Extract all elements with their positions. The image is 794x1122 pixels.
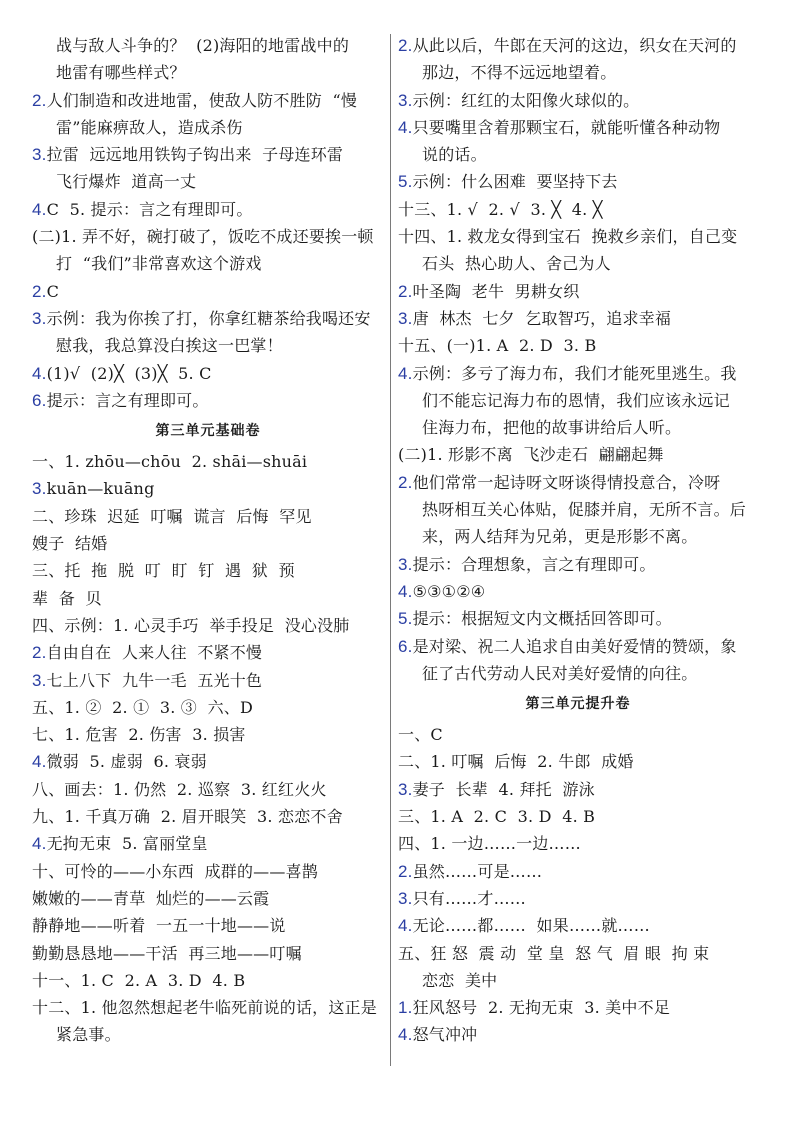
item-number: 4.	[32, 199, 47, 219]
answer-line	[32, 87, 384, 114]
answer-text: 微弱 5. 虚弱 6. 衰弱	[46, 752, 207, 772]
answer-line	[398, 496, 758, 523]
item-number: 3.	[398, 90, 413, 110]
answer-line	[32, 639, 384, 666]
answer-line	[398, 414, 758, 441]
item-number: 5.	[398, 609, 413, 629]
answer-line	[32, 332, 384, 359]
answer-text: 一、C	[398, 725, 443, 745]
item-number: 3.	[398, 308, 413, 328]
answer-line	[32, 967, 384, 994]
item-number: 4.	[398, 363, 413, 383]
answer-text: C	[46, 281, 60, 301]
answer-text: 静静地——听着 一五一十地——说	[32, 916, 286, 936]
item-number: 6.	[398, 636, 413, 656]
item-number: 3.	[32, 145, 47, 165]
answer-text: 提示：根据短文内文概括回答即可。	[412, 609, 672, 629]
answer-line	[398, 196, 758, 223]
item-number: 4.	[32, 834, 47, 854]
answer-text: 五、狂 怒 震 动 堂 皇 怒 气 眉 眼 拘 束	[398, 943, 710, 963]
item-number: 3.	[32, 308, 47, 328]
answer-line	[32, 694, 384, 721]
answer-line	[32, 530, 384, 557]
answer-text: 十、可怜的——小东西 成群的——喜鹊	[32, 861, 318, 881]
answer-text: 一、1. zhōu—chōu 2. shāi—shuāi	[32, 452, 308, 472]
answer-line	[398, 660, 758, 687]
answer-text: 十五、(一)1. A 2. D 3. B	[398, 336, 597, 356]
answer-column-left	[32, 32, 384, 1049]
answer-text: 二、珍珠 迟延 叮嘱 谎言 后悔 罕见	[32, 506, 312, 526]
answer-text: 无论……都…… 如果……就……	[412, 916, 650, 936]
answer-text: 示例：什么困难 要坚持下去	[412, 172, 618, 192]
item-number: 4.	[32, 752, 47, 772]
item-number: 2.	[398, 281, 413, 301]
answer-text: kuān—kuāng	[46, 479, 155, 499]
answer-text: ⑤③①②④	[412, 581, 486, 601]
answer-line	[398, 305, 758, 332]
item-number: 4.	[398, 916, 413, 936]
answer-text: 地雷有哪些样式？	[56, 63, 186, 83]
answer-text: 提示：言之有理即可。	[46, 390, 209, 410]
section-heading: 第三单元基础卷	[155, 423, 261, 440]
answer-text: 勤勤恳恳地——干活 再三地——叮嘱	[32, 943, 302, 963]
answer-text: 嫩嫩的——青草 灿烂的——云霞	[32, 888, 270, 908]
answer-line	[398, 114, 758, 141]
item-number: 1.	[398, 998, 413, 1018]
item-number: 4.	[32, 363, 47, 383]
answer-text: 打 “我们”非常喜欢这个游戏	[56, 254, 262, 274]
answer-line	[32, 940, 384, 967]
answer-text: 七上八下 九牛一毛 五光十色	[46, 670, 263, 690]
item-number: 3.	[398, 779, 413, 799]
answer-line	[398, 912, 758, 939]
answer-line	[32, 387, 384, 414]
answer-line	[32, 278, 384, 305]
answer-line	[398, 994, 758, 1021]
answer-line	[398, 441, 758, 468]
answer-text: 十三、1. √ 2. √ 3. ╳ 4. ╳	[398, 199, 603, 219]
column-divider	[390, 34, 391, 1066]
answer-line	[398, 721, 758, 748]
item-number: 3.	[398, 888, 413, 908]
answer-line	[398, 551, 758, 578]
answer-text: 十四、1. 救龙女得到宝石 挽救乡亲们，自己变	[398, 227, 738, 247]
answer-line	[398, 523, 758, 550]
answer-line	[398, 748, 758, 775]
item-number: 2.	[398, 472, 413, 492]
answer-text: 怒气冲冲	[412, 1025, 478, 1045]
answer-text: 征了古代劳动人民对美好爱情的向往。	[422, 663, 698, 683]
answer-line	[32, 32, 384, 59]
answer-text: 叶圣陶 老牛 男耕女织	[412, 281, 580, 301]
answer-text: 拉雷 远远地用铁钩子钩出来 子母连环雷	[46, 145, 344, 165]
answer-column-right	[398, 32, 758, 1049]
answer-line	[32, 168, 384, 195]
answer-text: 雷”能麻痹敌人，造成杀伤	[56, 117, 243, 137]
answer-text: 是对梁、祝二人追求自由美好爱情的赞颂，象	[412, 636, 737, 656]
answer-text: 热呀相互关心体贴，促膝并肩，无所不言。后	[422, 500, 747, 520]
item-number: 5.	[398, 172, 413, 192]
item-number: 4.	[398, 581, 413, 601]
answer-text: 嫂子 结婚	[32, 534, 108, 554]
answer-line	[398, 967, 758, 994]
answer-text: 无拘无束 5. 富丽堂皇	[46, 834, 208, 854]
answer-text: 七、1. 危害 2. 伤害 3. 损害	[32, 725, 246, 745]
answer-line	[32, 59, 384, 86]
answer-line	[398, 803, 758, 830]
item-number: 2.	[398, 861, 413, 881]
item-number: 2.	[32, 281, 47, 301]
answer-line	[32, 721, 384, 748]
answer-line	[32, 858, 384, 885]
answer-line	[32, 305, 384, 332]
answer-line	[398, 59, 758, 86]
answer-text: 示例：红红的太阳像火球似的。	[412, 90, 640, 110]
answer-line	[398, 940, 758, 967]
answer-text: 只要嘴里含着那颗宝石，就能听懂各种动物	[412, 117, 721, 137]
answer-text: 人们制造和改进地雷，使敌人防不胜防 “慢	[46, 90, 358, 110]
answer-line	[32, 776, 384, 803]
answer-line	[398, 141, 758, 168]
answer-line	[32, 885, 384, 912]
answer-text: 妻子 长辈 4. 拜托 游泳	[412, 779, 595, 799]
item-number: 6.	[32, 390, 47, 410]
answer-text: 三、1. A 2. C 3. D 4. B	[398, 807, 596, 827]
answer-line	[398, 387, 758, 414]
answer-line	[398, 885, 758, 912]
answer-text: 石头 热心助人、舍己为人	[422, 254, 611, 274]
item-number: 3.	[32, 479, 47, 499]
answer-text: 二、1. 叮嘱 后悔 2. 牛郎 成婚	[398, 752, 634, 772]
answer-line	[398, 332, 758, 359]
answer-text: 九、1. 千真万确 2. 眉开眼笑 3. 恋恋不舍	[32, 807, 343, 827]
item-number: 3.	[32, 670, 47, 690]
answer-line	[398, 578, 758, 605]
item-number: 3.	[398, 554, 413, 574]
answer-text: 十一、1. C 2. A 3. D 4. B	[32, 970, 246, 990]
answer-text: 只有……才……	[412, 888, 526, 908]
answer-line	[32, 250, 384, 277]
answer-line	[32, 994, 384, 1021]
answer-line	[32, 360, 384, 387]
answer-text: 们不能忘记海力布的恩情，我们应该永远记	[422, 390, 730, 410]
answer-line	[32, 612, 384, 639]
answer-line	[398, 168, 758, 195]
answer-text: 唐 林杰 七夕 乞取智巧，追求幸福	[412, 308, 672, 328]
answer-text: 住海力布，把他的故事讲给后人听。	[422, 418, 682, 438]
answer-text: 来，两人结拜为兄弟，更是形影不离。	[422, 527, 698, 547]
answer-line	[398, 1021, 758, 1048]
answer-line	[32, 585, 384, 612]
answer-text: 恋恋 美中	[422, 970, 498, 990]
section-heading: 第三单元提升卷	[525, 696, 631, 713]
answer-line	[398, 469, 758, 496]
answer-line	[398, 633, 758, 660]
answer-line	[32, 803, 384, 830]
answer-line	[398, 830, 758, 857]
answer-line	[32, 141, 384, 168]
answer-line	[398, 250, 758, 277]
answer-text: (二)1. 弄不好，碗打破了，饭吃不成还要挨一顿	[32, 227, 374, 247]
answer-line	[398, 32, 758, 59]
answer-text: 三、托 拖 脱 叮 盯 钉 遇 狱 预	[32, 561, 295, 581]
answer-text: 四、示例：1. 心灵手巧 举手投足 没心没肺	[32, 615, 350, 635]
answer-line	[32, 667, 384, 694]
answer-line	[398, 278, 758, 305]
answer-text: 十二、1. 他忽然想起老牛临死前说的话，这正是	[32, 998, 377, 1018]
item-number: 4.	[398, 1025, 413, 1045]
answer-text: 自由自在 人来人往 不紧不慢	[46, 643, 263, 663]
answer-line	[398, 858, 758, 885]
item-number: 2.	[32, 643, 47, 663]
answer-text: 紧急事。	[56, 1025, 121, 1045]
answer-line	[32, 223, 384, 250]
answer-line	[32, 830, 384, 857]
answer-line	[32, 503, 384, 530]
answer-line	[398, 223, 758, 250]
answer-line	[32, 475, 384, 502]
answer-text: 五、1. ② 2. ① 3. ③ 六、D	[32, 697, 253, 717]
answer-line	[32, 448, 384, 475]
answer-text: 飞行爆炸 道高一丈	[56, 172, 197, 192]
answer-line	[32, 557, 384, 584]
answer-text: 虽然……可是……	[412, 861, 543, 881]
answer-text: 他们常常一起诗呀文呀谈得情投意合，冷呀	[412, 472, 721, 492]
answer-text: 狂风怒号 2. 无拘无束 3. 美中不足	[412, 998, 671, 1018]
answer-text: 那边，不得不远远地望着。	[422, 63, 617, 83]
answer-text: 辈 备 贝	[32, 588, 102, 608]
answer-text: 四、1. 一边……一边……	[398, 834, 581, 854]
answer-line	[32, 912, 384, 939]
answer-line	[398, 605, 758, 632]
answer-text: 说的话。	[422, 145, 487, 165]
answer-text: 示例：多亏了海力布，我们才能死里逃生。我	[412, 363, 737, 383]
answer-line	[398, 87, 758, 114]
answer-text: 战与敌人斗争的？ (2)海阳的地雷战中的	[56, 36, 350, 55]
answer-text: C 5. 提示：言之有理即可。	[46, 199, 253, 219]
answer-text: 示例：我为你挨了打，你拿红糖茶给我喝还安	[46, 308, 371, 328]
answer-line	[398, 360, 758, 387]
item-number: 4.	[398, 117, 413, 137]
answer-line	[398, 776, 758, 803]
answer-text: 从此以后，牛郎在天河的这边，织女在天河的	[412, 36, 737, 55]
answer-text: 慰我，我总算没白挨这一巴掌！	[56, 336, 283, 356]
answer-line	[32, 196, 384, 223]
answer-text: 提示：合理想象，言之有理即可。	[412, 554, 656, 574]
answer-text: (1)√ (2)╳ (3)╳ 5. C	[46, 363, 212, 383]
answer-text: (二)1. 形影不离 飞沙走石 翩翩起舞	[398, 445, 664, 465]
item-number: 2.	[32, 90, 47, 110]
answer-line	[32, 1021, 384, 1048]
answer-line	[32, 114, 384, 141]
answer-text: 八、画去：1. 仍然 2. 巡察 3. 红红火火	[32, 779, 327, 799]
answer-line	[32, 748, 384, 775]
item-number: 2.	[398, 36, 413, 55]
